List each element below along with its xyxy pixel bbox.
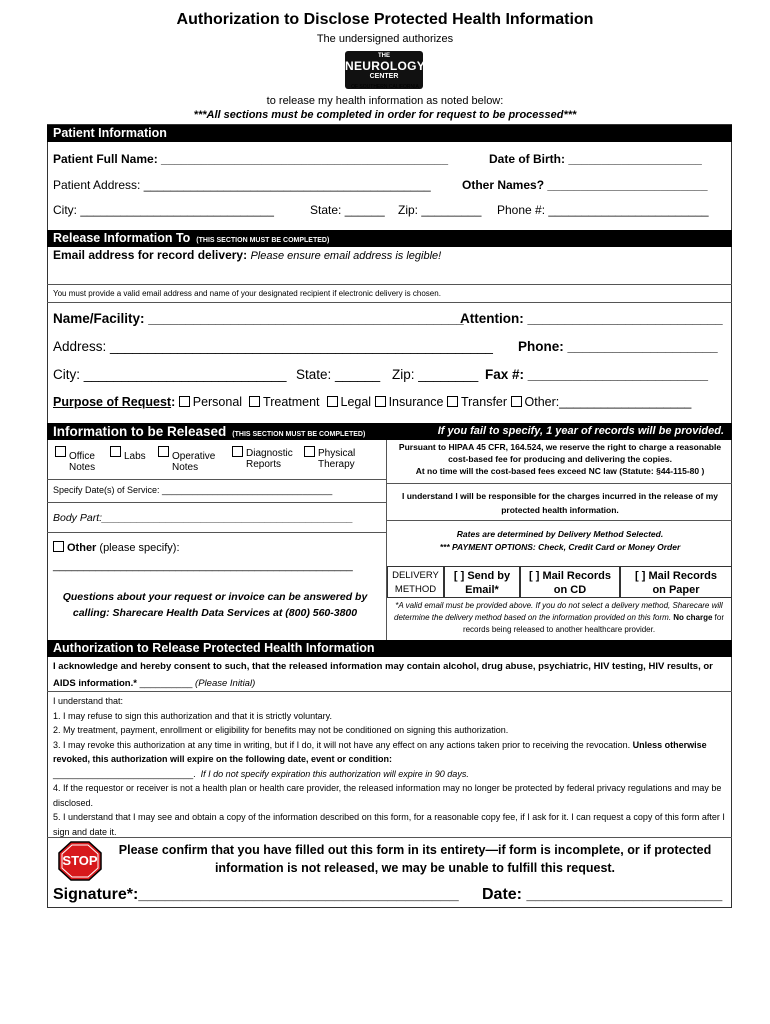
other-specify-row[interactable]	[53, 541, 180, 554]
default-records-note: If you fail to specify, 1 year of records will be provided.	[437, 425, 724, 437]
stop-text: STOP	[62, 853, 98, 868]
email-hint: Please ensure email address is legible!	[250, 250, 442, 262]
understand-list	[53, 694, 728, 839]
checkbox-icon[interactable]	[53, 541, 64, 552]
opt3-l1: [ ] Mail Records	[635, 570, 717, 582]
patient-info-bar	[47, 125, 732, 142]
operative-l1: Operative	[172, 451, 216, 462]
mail-paper-option[interactable]	[620, 566, 732, 598]
authorization-heading: Authorization to Release Protected Health Information	[53, 641, 375, 655]
purpose-transfer-label: Transfer	[460, 395, 508, 409]
opt2-l1: [ ] Mail Records	[529, 570, 611, 582]
checkbox-icon[interactable]	[304, 446, 315, 457]
info-column-divider	[386, 440, 387, 640]
item-3-text: 3. I may revoke this authorization at any time in writing, but if I do, it will not have any effect on any actions taken prior to receiving the revocation.	[53, 739, 631, 750]
expire-note: If I do not specify expiration this authorization will expire in 90 days.	[200, 768, 469, 779]
item-4: 4. If the requestor or receiver is not a health plan or health care provider, the released information may no longer be protected by federal privacy regulations and may be disclosed.	[53, 783, 722, 808]
checkbox-icon[interactable]	[249, 396, 260, 407]
opt1-l2: Email*	[465, 584, 499, 596]
hipaa-text: Pursuant to HIPAA 45 CFR, 164.524, we reserve the right to charge a reasonable cost-based fee for producing and delivering the copies.	[398, 442, 722, 464]
purpose-treatment[interactable]	[249, 395, 320, 409]
initial-label: (Please Initial)	[195, 678, 256, 689]
operative-l2: Notes	[172, 462, 199, 473]
item-2: 2. My treatment, payment, enrollment or eligibility for benefits may not be conditioned on signing this authorization.	[53, 725, 509, 735]
patient-address-field[interactable]: Patient Address: ___________________________________________	[53, 178, 431, 192]
opt2-l2: on CD	[553, 584, 587, 596]
service-dates-field[interactable]: Specify Date(s) of Service: __________________________________	[53, 485, 333, 495]
email-divider	[47, 284, 732, 285]
physical-l2: Therapy	[318, 459, 355, 470]
acknowledge-divider	[47, 691, 732, 692]
purpose-label: Purpose of Request	[53, 395, 172, 409]
purpose-row	[53, 395, 691, 409]
hipaa-divider	[387, 483, 732, 484]
recipient-phone-field[interactable]: Phone: ____________________	[518, 339, 718, 354]
payment-options-text: *** PAYMENT OPTIONS: Check, Credit Card or Money Order	[439, 542, 681, 552]
body-part-field[interactable]: Body Part:___________________________________________	[53, 512, 354, 524]
physical-l1: Physical	[318, 448, 356, 459]
initial-line[interactable]: __________	[139, 678, 193, 689]
recipient-city-field[interactable]: City: ___________________________	[53, 367, 287, 382]
delivery-note-a: *A valid email must be provided above. If you do not select a delivery method, Sharecare will determine the delivery method based on the information provided on this form.	[394, 601, 723, 622]
understand-heading: I understand that:	[53, 696, 124, 706]
info-released-bar	[47, 423, 732, 440]
signature-field[interactable]: Signature*:____________________________________	[53, 886, 459, 903]
responsible-divider	[387, 520, 732, 521]
patient-state-field[interactable]: State: ______	[310, 203, 385, 217]
nc-law-text: At no time will the cost-based fees exceed NC law (Statute: §44-115-80 )	[415, 466, 705, 476]
check-office-notes[interactable]	[55, 446, 115, 473]
delivery-note-c: for records being released to another healthcare provider.	[462, 613, 724, 634]
attention-field[interactable]: Attention: __________________________	[460, 311, 723, 326]
release-info-bar	[47, 230, 732, 247]
info-released-heading: Information to be Released	[53, 424, 227, 439]
other-label: Other	[67, 542, 97, 554]
patient-full-name-field[interactable]: Patient Full Name: ___________________________________________	[53, 152, 448, 166]
email-note-divider	[47, 302, 732, 303]
subtitle: The undersigned authorizes	[316, 33, 454, 45]
recipient-address-field[interactable]: Address: ___________________________________________________	[53, 339, 493, 354]
delivery-l2: METHOD	[394, 584, 437, 595]
purpose-insurance-label: Insurance	[388, 395, 444, 409]
purpose-colon: :	[171, 395, 176, 409]
purpose-legal[interactable]	[327, 395, 372, 409]
purpose-legal-label: Legal	[340, 395, 372, 409]
release-info-heading: Release Information To	[53, 231, 191, 245]
patient-city-field[interactable]: City: _____________________________	[53, 203, 274, 217]
item-5: 5. I understand that I may see and obtain a copy of the information described on this form, for a reasonable copy fee, if I ask for it. I can request a copy of this form after I sign and date it.	[53, 812, 725, 837]
questions-note: Questions about your request or invoice can be answered by calling: Sharecare Health Data Services at (800) 560-3800	[62, 591, 368, 619]
authorization-bar	[47, 640, 732, 657]
purpose-other[interactable]	[511, 395, 692, 409]
office-notes-l1: Office	[69, 451, 95, 462]
other-names-field[interactable]: Other Names? ________________________	[462, 178, 708, 192]
email-input[interactable]	[53, 263, 353, 277]
other-specify-label: (please specify):	[99, 542, 180, 554]
recipient-state-field[interactable]: State: ______	[296, 367, 381, 382]
logo-line-3: CENTER	[369, 73, 399, 80]
info-released-required-note: (THIS SECTION MUST BE COMPLETED)	[232, 431, 366, 438]
mail-cd-option[interactable]	[520, 566, 620, 598]
email-label: Email address for record delivery:	[53, 248, 248, 262]
rates-note	[390, 528, 730, 554]
logo-line-2: NEUROLOGY	[345, 59, 426, 73]
recipient-fax-field[interactable]: Fax #: ________________________	[485, 367, 708, 382]
checkbox-icon[interactable]	[327, 396, 338, 407]
check-labs[interactable]	[110, 446, 160, 462]
other-specify-line[interactable]: _________________________________________________	[53, 560, 353, 572]
email-row	[53, 248, 441, 262]
patient-phone-field[interactable]: Phone #: ________________________	[497, 203, 709, 217]
checkbox-icon[interactable]	[232, 446, 243, 457]
purpose-personal[interactable]	[179, 395, 242, 409]
patient-zip-field[interactable]: Zip: _________	[398, 203, 482, 217]
dates-divider	[47, 502, 386, 503]
opt1-l1: [ ] Send by	[453, 570, 511, 582]
purpose-transfer[interactable]	[447, 395, 507, 409]
office-notes-l2: Notes	[69, 462, 96, 473]
checkbox-icon[interactable]	[511, 396, 522, 407]
patient-info-heading: Patient Information	[53, 126, 167, 140]
no-charge-text: No charge	[673, 613, 713, 622]
item-3-bold: Unless otherwise revoked, this authorization will expire on the following date, event or condition:	[53, 739, 707, 764]
body-part-divider	[47, 532, 386, 533]
purpose-treatment-label: Treatment	[263, 395, 320, 409]
recipient-zip-field[interactable]: Zip: ________	[392, 367, 479, 382]
delivery-l1: DELIVERY	[392, 570, 439, 581]
checks-divider	[47, 479, 386, 480]
checkbox-icon[interactable]	[55, 446, 66, 457]
labs-label: Labs	[124, 451, 146, 462]
checkbox-icon[interactable]	[447, 396, 458, 407]
acknowledge-statement: I acknowledge and hereby consent to such, that the released information may contain alcohol, drug abuse, psychiatric, HIV testing, HIV results, or AIDS information.*	[53, 661, 713, 689]
delivery-method-cell	[387, 566, 444, 598]
email-note: You must provide a valid email address and name of your designated recipient if electronic delivery is chosen.	[53, 289, 441, 298]
checkbox-icon[interactable]	[179, 396, 190, 407]
purpose-personal-label: Personal	[192, 395, 243, 409]
checkbox-icon[interactable]	[110, 446, 121, 457]
responsible-note: I understand I will be responsible for the charges incurred in the release of my protected health information.	[402, 491, 718, 515]
check-operative-notes[interactable]	[158, 446, 228, 473]
checkbox-icon[interactable]	[375, 396, 386, 407]
checkbox-icon[interactable]	[158, 446, 169, 457]
acknowledge-text	[53, 658, 728, 692]
purpose-other-label: Other:___________________	[524, 395, 692, 409]
list-divider	[47, 837, 732, 838]
signature-date-field[interactable]: Date: ______________________	[482, 886, 723, 903]
logo-line-1: THE	[378, 53, 390, 59]
name-facility-field[interactable]: Name/Facility: __________________________________________	[53, 311, 464, 326]
opt3-l2: on Paper	[652, 584, 700, 596]
check-diagnostic-reports[interactable]	[232, 446, 302, 470]
delivery-note	[388, 600, 730, 636]
release-info-required-note: (THIS SECTION MUST BE COMPLETED)	[196, 237, 330, 244]
item-3	[53, 738, 728, 767]
diagnostic-l2: Reports	[246, 459, 282, 470]
expire-row	[53, 767, 728, 782]
expire-line[interactable]: ____________________________.	[53, 768, 196, 779]
rates-text: Rates are determined by Delivery Method Selected.	[456, 529, 664, 539]
item-1: 1. I may refuse to sign this authorization and that it is strictly voluntary.	[53, 710, 332, 721]
purpose-insurance[interactable]	[375, 395, 444, 409]
check-physical-therapy[interactable]	[304, 446, 374, 470]
date-of-birth-field[interactable]: Date of Birth: ____________________	[489, 152, 702, 166]
send-by-email-option[interactable]	[444, 566, 520, 598]
diagnostic-l1: Diagnostic	[246, 448, 293, 459]
release-text: to release my health information as noted below:	[266, 95, 504, 107]
all-sections-note: ***All sections must be completed in order for request to be processed***	[193, 109, 577, 121]
hipaa-note	[390, 441, 730, 477]
page-title: Authorization to Disclose Protected Health Information	[176, 11, 594, 28]
logo-tagline: OF SOUTHERN CALIFORNIA	[351, 84, 419, 90]
confirm-message: Please confirm that you have filled out this form in its entirety—if form is incomplete, or if protected information is not released, we may be unable to fulfill this request.	[118, 843, 712, 875]
